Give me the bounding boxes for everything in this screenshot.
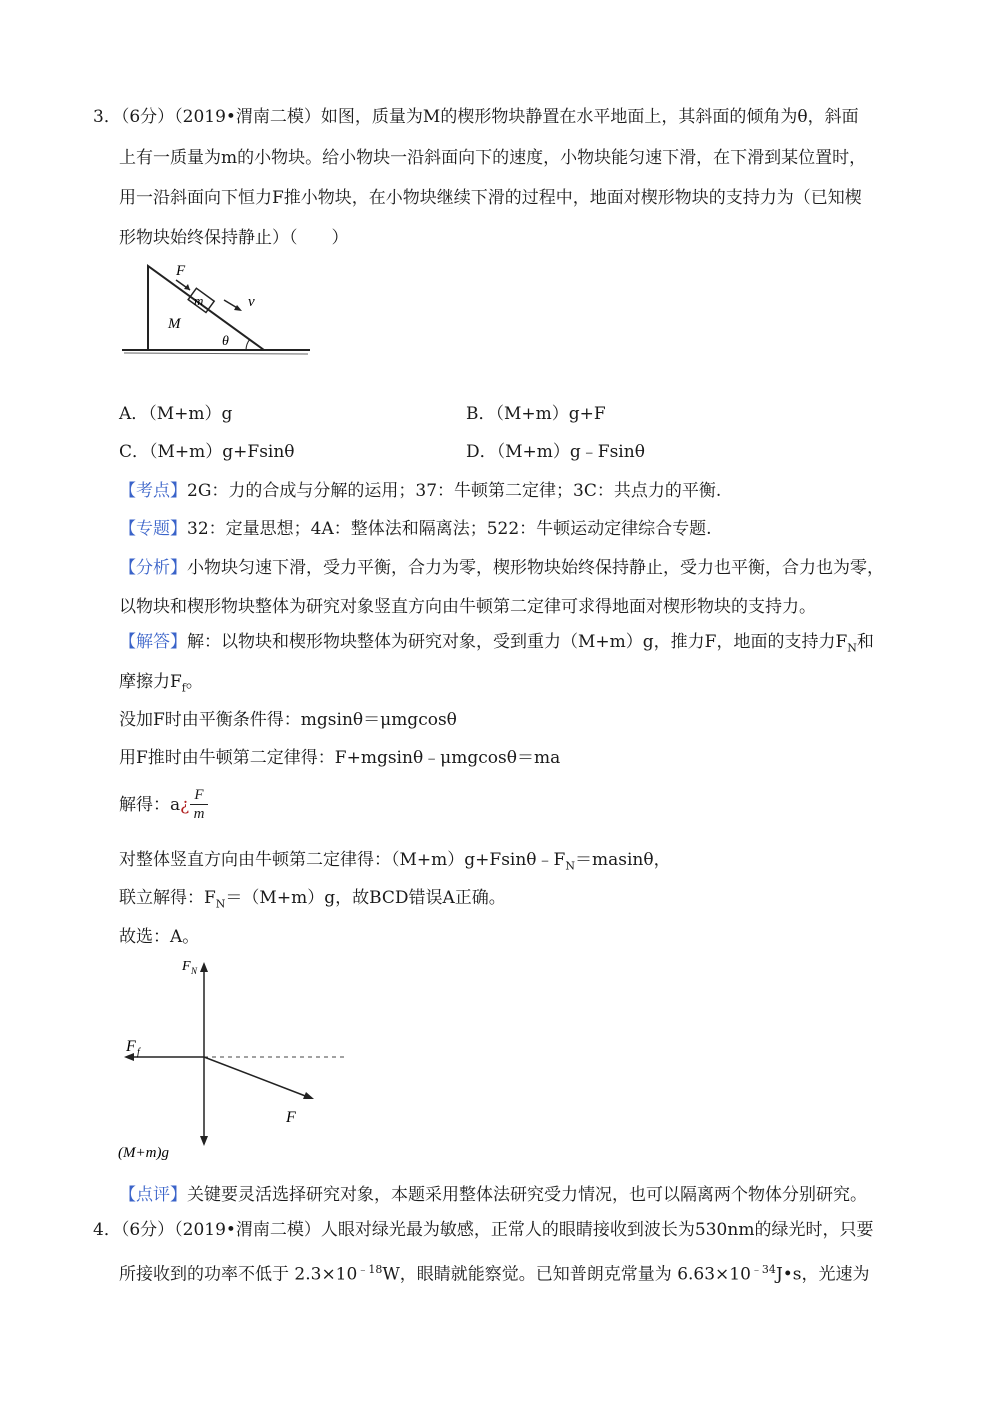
jieda-text-6b: ＝masinθ， (574, 850, 671, 870)
jieda-text-7a: 联立解得：F (119, 888, 216, 908)
q4-line-1: 4．（6分）（2019•渭南二模）人眼对绿光最为敏感，正常人的眼睛接收到波长为530nm的绿光时，只要 (93, 1220, 874, 1240)
jieda-glyph-5: ¿ (180, 795, 190, 815)
dianping-text: 关键要灵活选择研究对象，本题采用整体法研究受力情况，也可以隔离两个物体分别研究。 (187, 1185, 867, 1205)
kaodian-tag: 【考点】 (119, 481, 187, 501)
ff-label-sub: f (137, 1047, 140, 1058)
mass-label-m: m (194, 293, 204, 308)
jieda-text-2b: 。 (185, 672, 203, 692)
jieda-sub-7: N (215, 897, 226, 911)
zhuanti-text: 32：定量思想；4A：整体法和隔离法；522：牛顿运动定律综合专题. (187, 519, 712, 539)
q4-sup-1: ﹣18 (357, 1263, 383, 1276)
option-a[interactable]: A．（M+m）g (119, 404, 233, 424)
dianping-line (119, 1184, 867, 1206)
jieda-tag: 【解答】 (119, 632, 187, 652)
zhuanti-line (119, 518, 712, 540)
fenxi-text-1: 小物块匀速下滑，受力平衡，合力为零，楔形物块始终保持静止，受力也平衡，合力也为零， (187, 558, 884, 578)
kaodian-text: 2G：力的合成与分解的运用；37：牛顿第二定律；3C：共点力的平衡. (187, 481, 722, 501)
dianping-tag: 【点评】 (119, 1185, 187, 1205)
jieda-sub-6: N (565, 859, 575, 873)
q4-line-2 (119, 1259, 870, 1286)
q4-sup-2: ﹣34 (750, 1263, 776, 1276)
q3-stem-line-1: 3．（6分）（2019•渭南二模）如图，质量为M的楔形物块静置在水平地面上，其斜面的倾角为θ，斜面 (93, 107, 859, 127)
kaodian-line (119, 480, 721, 502)
jieda-sub-1: N (847, 641, 857, 655)
jieda-line-6 (119, 849, 671, 877)
velocity-label-v: v (248, 294, 255, 310)
q3-stem-line-2: 上有一质量为m的小物块。给小物块一沿斜面向下的速度，小物块能匀速下滑，在下滑到某位置时， (119, 148, 867, 168)
jieda-line-8: 故选：A。 (119, 927, 200, 947)
fraction (190, 786, 208, 823)
jieda-text-5: 解得：a (119, 795, 181, 815)
wedge-figure (118, 258, 318, 358)
f-label: F (286, 1109, 296, 1126)
jieda-line-2 (119, 671, 203, 699)
weight-label: (M+m)g (118, 1145, 169, 1161)
q4-text-2a: 所接收到的功率不低于 2.3×10 (119, 1264, 358, 1285)
jieda-line-4: 用F推时由牛顿第二定律得：F+mgsinθ﹣μmgcosθ＝ma (119, 748, 561, 768)
q3-stem-line-3: 用一沿斜面向下恒力F推小物块，在小物块继续下滑的过程中，地面对楔形物块的支持力为（已知楔 (119, 188, 862, 208)
jieda-text-2a: 摩擦力F (119, 672, 182, 692)
fraction-numerator: F (194, 787, 204, 803)
fn-label: F (182, 959, 191, 974)
zhuanti-tag: 【专题】 (119, 519, 187, 539)
q3-stem-line-4: 形物块始终保持静止）（ ） (119, 228, 349, 248)
option-c[interactable]: C．（M+m）g+Fsinθ (119, 442, 295, 462)
force-diagram (112, 952, 362, 1167)
ff-label: F (126, 1038, 136, 1055)
jieda-sub-2: f (181, 681, 186, 695)
option-d[interactable]: D．（M+m）g﹣Fsinθ (466, 442, 645, 462)
jieda-line-7 (119, 887, 506, 915)
q4-text-2b: W，眼睛就能察觉。已知普朗克常量为 6.63×10 (382, 1264, 751, 1285)
jieda-line-1 (119, 631, 874, 659)
jieda-text-6a: 对整体竖直方向由牛顿第二定律得：（M+m）g+Fsinθ﹣F (119, 850, 566, 870)
fn-label-sub: N (191, 966, 198, 976)
angle-label-theta: θ (222, 334, 229, 349)
q4-text-2c: J•s，光速为 (775, 1264, 870, 1285)
jieda-text-1b: 和 (856, 632, 874, 652)
fraction-denominator: m (193, 806, 205, 822)
jieda-line-3: 没加F时由平衡条件得：mgsinθ＝μmgcosθ (119, 710, 457, 730)
jieda-line-5 (119, 794, 189, 816)
jieda-text-1a: 解：以物块和楔形物块整体为研究对象，受到重力（M+m）g，推力F，地面的支持力F (187, 632, 848, 652)
option-b[interactable]: B．（M+m）g+F (466, 404, 606, 424)
fenxi-line-1 (119, 557, 884, 579)
fenxi-line-2: 以物块和楔形物块整体为研究对象竖直方向由牛顿第二定律可求得地面对楔形物块的支持力。 (119, 597, 816, 617)
force-label-F: F (176, 263, 186, 279)
mass-label-M: M (168, 316, 181, 332)
fenxi-tag: 【分析】 (119, 558, 187, 578)
jieda-text-7b: ＝（M+m）g，故BCD错误A正确。 (225, 888, 506, 908)
